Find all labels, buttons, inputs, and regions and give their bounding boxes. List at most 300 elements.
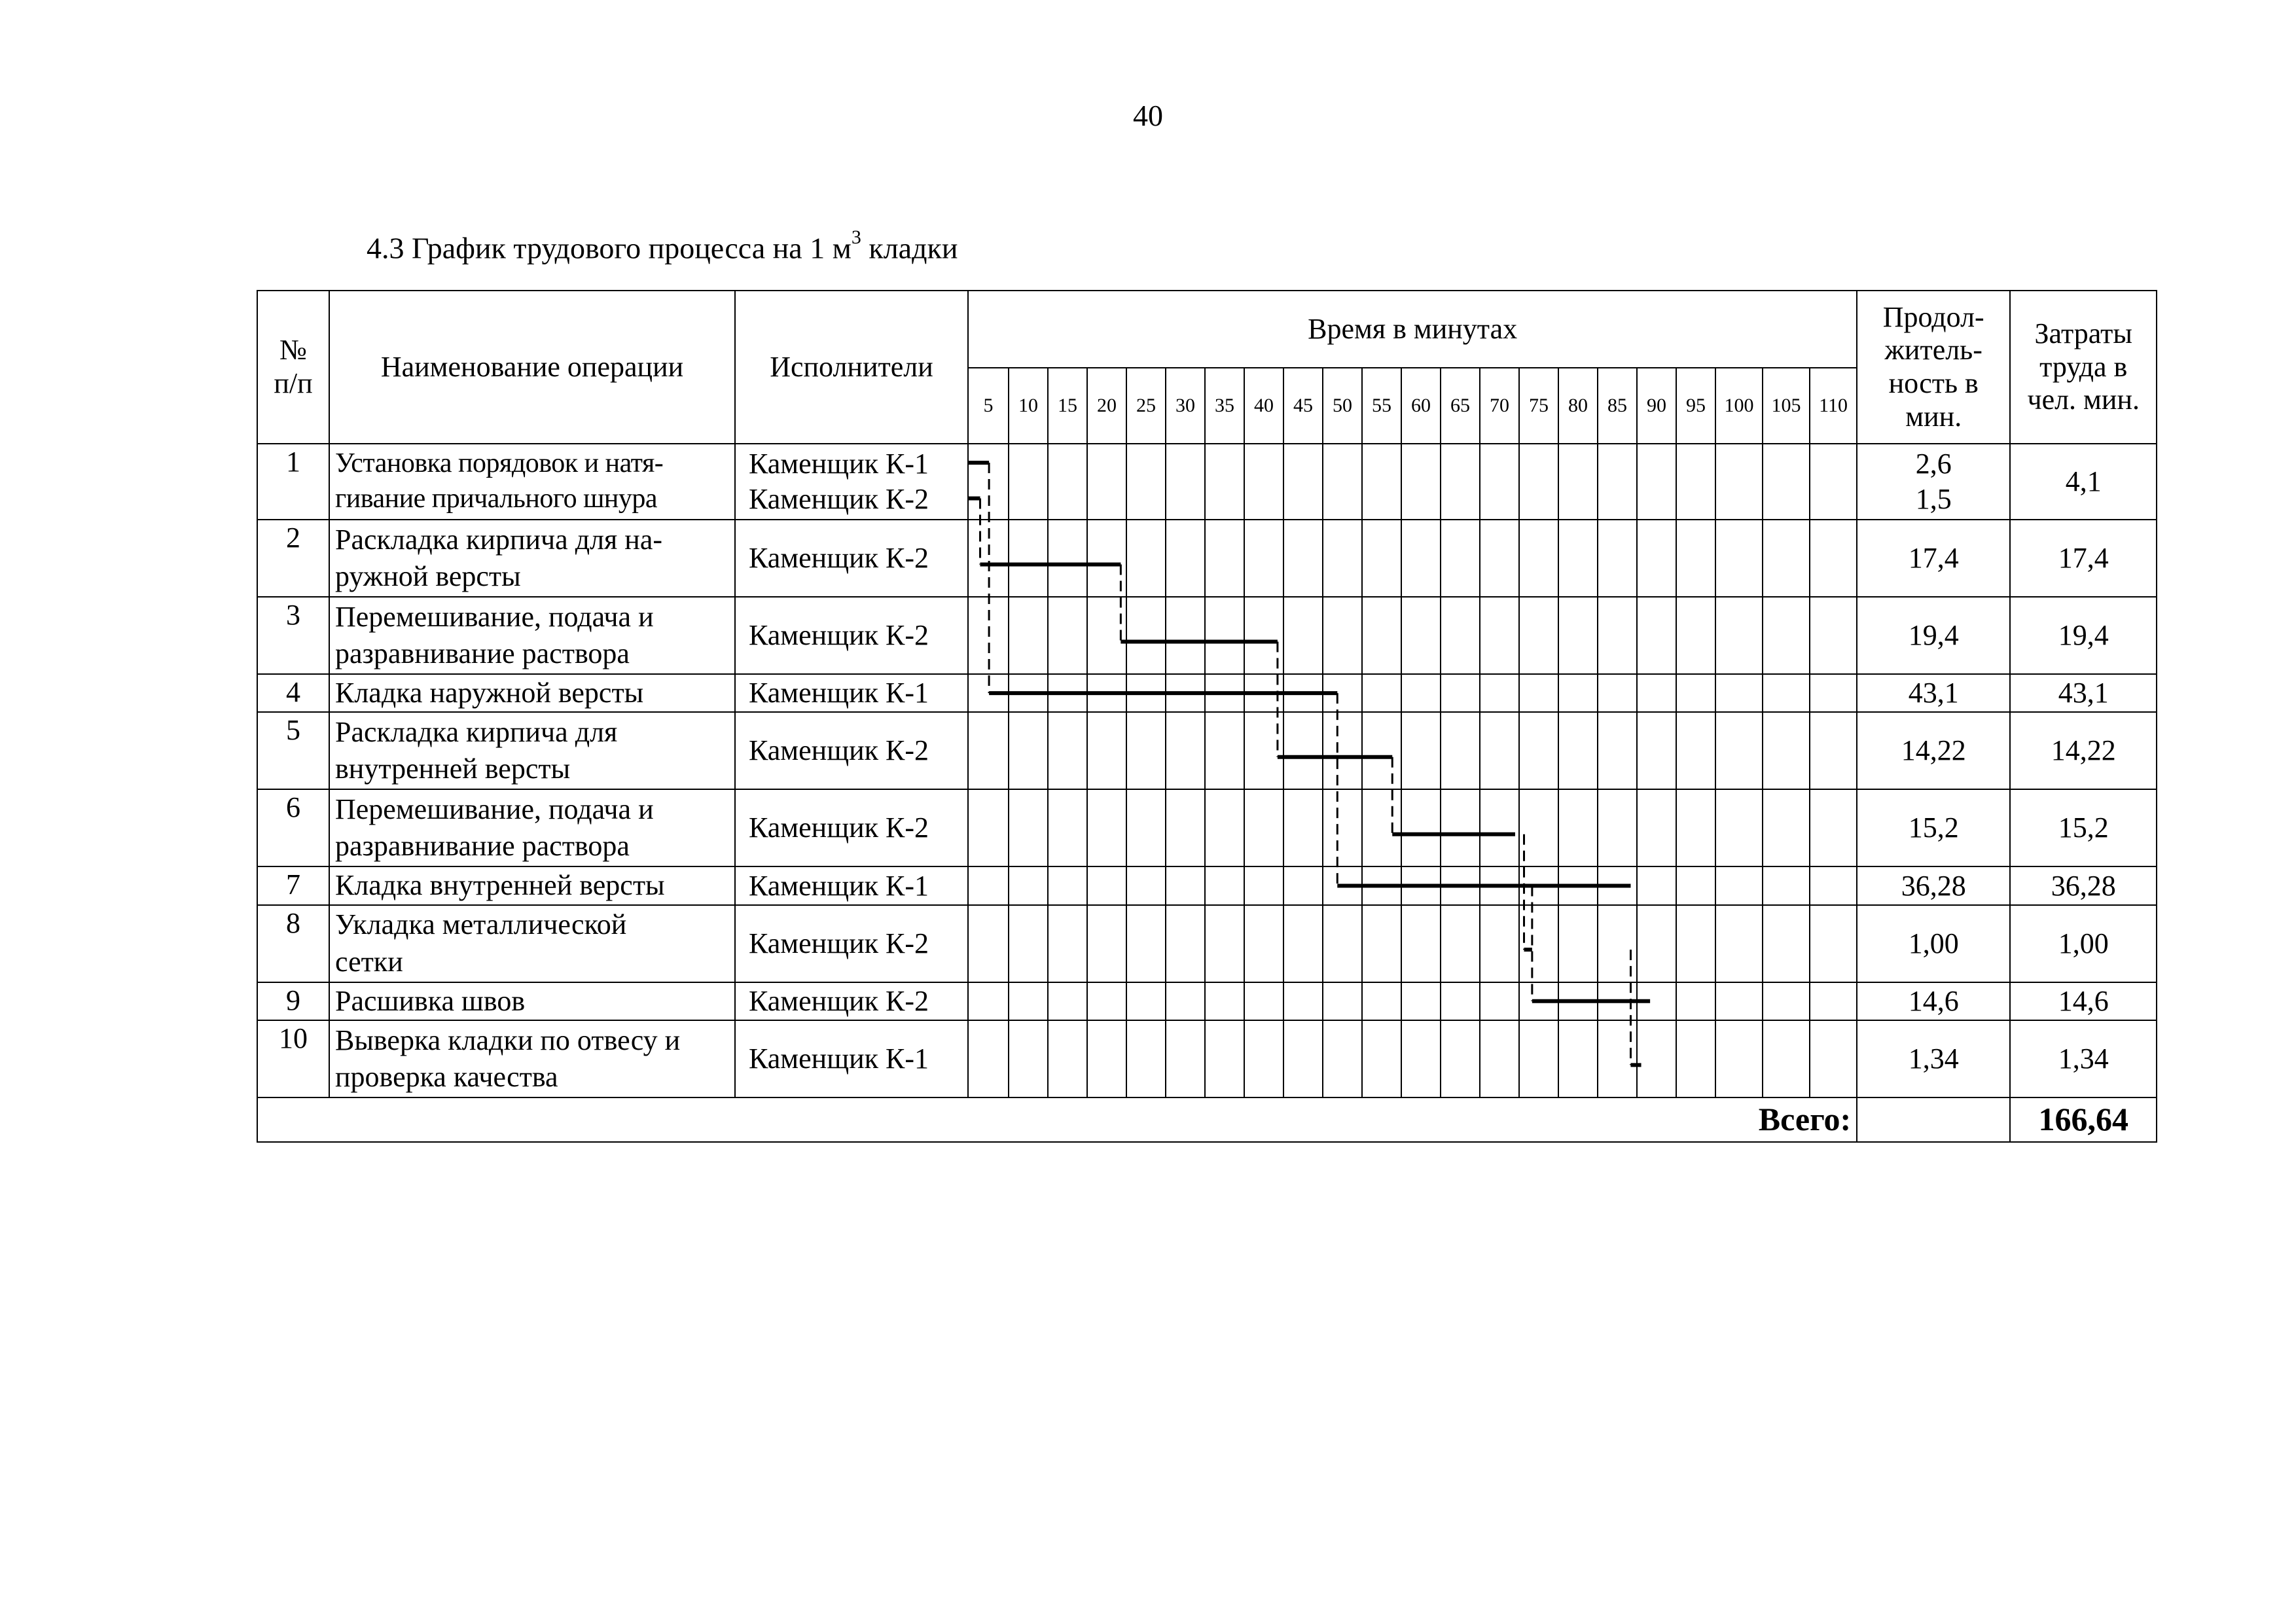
- time-grid-cell: [1558, 520, 1598, 597]
- time-tick-5: 5: [968, 368, 1009, 444]
- time-grid-cell: [1401, 866, 1441, 904]
- duration-value: [1857, 905, 2010, 982]
- time-grid-cell: [1166, 674, 1205, 712]
- time-grid-cell: [1009, 674, 1048, 712]
- row-number: 2: [257, 520, 329, 597]
- time-tick-100: 100: [1715, 368, 1763, 444]
- time-grid-cell: [1519, 866, 1558, 904]
- executor: [735, 712, 968, 789]
- time-grid-cell: [1558, 982, 1598, 1020]
- time-grid-cell: [1126, 1020, 1166, 1097]
- duration-line: 19,4: [1908, 619, 1959, 652]
- time-grid-cell: [968, 712, 1009, 789]
- time-grid-cell: [1676, 674, 1715, 712]
- time-grid-cell: [1244, 789, 1283, 866]
- time-grid-cell: [1401, 520, 1441, 597]
- time-grid-cell: [1323, 520, 1362, 597]
- time-tick-70: 70: [1480, 368, 1519, 444]
- time-grid-cell: [1676, 905, 1715, 982]
- labor-value: 1,34: [2010, 1020, 2157, 1097]
- table-row: [257, 866, 2157, 904]
- duration-value: [1857, 1020, 2010, 1097]
- time-grid-cell: [1441, 520, 1480, 597]
- time-grid-cell: [1441, 982, 1480, 1020]
- time-grid-cell: [1519, 905, 1558, 982]
- time-grid-cell: [1519, 520, 1558, 597]
- time-tick-45: 45: [1283, 368, 1323, 444]
- time-grid-cell: [1715, 674, 1763, 712]
- time-grid-cell: [1205, 444, 1244, 520]
- time-grid-cell: [1283, 982, 1323, 1020]
- time-grid-cell: [1283, 905, 1323, 982]
- time-grid-cell: [1480, 789, 1519, 866]
- header-num: № п/п: [257, 291, 329, 444]
- time-tick-15: 15: [1048, 368, 1087, 444]
- time-grid-cell: [1048, 789, 1087, 866]
- time-grid-cell: [1205, 982, 1244, 1020]
- operation-line: ружной версты: [335, 560, 521, 592]
- labor-process-schedule: [257, 290, 2156, 1141]
- time-grid-cell: [1009, 520, 1048, 597]
- time-grid-cell: [1558, 597, 1598, 674]
- time-grid-cell: [1283, 866, 1323, 904]
- time-grid-cell: [1676, 712, 1715, 789]
- time-grid-cell: [1166, 597, 1205, 674]
- time-grid-cell: [1676, 597, 1715, 674]
- time-grid-cell: [1244, 905, 1283, 982]
- time-grid-cell: [1558, 712, 1598, 789]
- time-tick-110: 110: [1810, 368, 1857, 444]
- time-grid-cell: [1323, 444, 1362, 520]
- time-grid-cell: [1441, 597, 1480, 674]
- row-number: 4: [257, 674, 329, 712]
- time-grid-cell: [1362, 982, 1401, 1020]
- time-grid-cell: [1715, 905, 1763, 982]
- time-grid-cell: [1810, 866, 1857, 904]
- time-grid-cell: [1126, 866, 1166, 904]
- time-tick-40: 40: [1244, 368, 1283, 444]
- duration-value: [1857, 520, 2010, 597]
- time-grid-cell: [1009, 712, 1048, 789]
- header-duration: Продол- житель- ность в мин.: [1857, 291, 2010, 444]
- operation-line: Укладка металлической: [335, 908, 627, 941]
- time-tick-55: 55: [1362, 368, 1401, 444]
- operation-name: [329, 444, 735, 520]
- time-grid-cell: [1362, 520, 1401, 597]
- time-grid-cell: [1637, 866, 1676, 904]
- operation-line: гивание причального шнура: [335, 484, 658, 514]
- time-tick-85: 85: [1598, 368, 1637, 444]
- row-number: 6: [257, 789, 329, 866]
- time-tick-35: 35: [1205, 368, 1244, 444]
- time-grid-cell: [1283, 1020, 1323, 1097]
- time-grid-cell: [1205, 905, 1244, 982]
- executor-name: Каменщик К-1: [749, 448, 929, 480]
- time-grid-cell: [1087, 444, 1126, 520]
- time-grid-cell: [968, 1020, 1009, 1097]
- time-grid-cell: [1715, 789, 1763, 866]
- page-number: 40: [1133, 99, 1163, 132]
- table-row: [257, 520, 2157, 597]
- time-grid-cell: [1323, 1020, 1362, 1097]
- time-grid-cell: [1283, 789, 1323, 866]
- time-grid-cell: [968, 520, 1009, 597]
- time-grid-cell: [1810, 520, 1857, 597]
- executor: [735, 1020, 968, 1097]
- time-grid-cell: [1048, 982, 1087, 1020]
- time-grid-cell: [1323, 789, 1362, 866]
- time-grid-cell: [1480, 1020, 1519, 1097]
- time-grid-cell: [1009, 597, 1048, 674]
- time-grid-cell: [1362, 597, 1401, 674]
- table-row: [257, 982, 2157, 1020]
- time-grid-cell: [1676, 520, 1715, 597]
- operation-line: сетки: [335, 945, 403, 978]
- caption-superscript: 3: [851, 226, 861, 248]
- time-grid-cell: [1087, 905, 1126, 982]
- time-grid-cell: [1763, 789, 1810, 866]
- row-number: 7: [257, 866, 329, 904]
- time-grid-cell: [1480, 866, 1519, 904]
- time-grid-cell: [1244, 712, 1283, 789]
- time-tick-65: 65: [1441, 368, 1480, 444]
- time-grid-cell: [1244, 520, 1283, 597]
- executor-name: Каменщик К-2: [749, 734, 929, 767]
- duration-line: 14,6: [1908, 984, 1959, 1017]
- table-row: [257, 444, 2157, 520]
- time-grid-cell: [1205, 712, 1244, 789]
- time-grid-cell: [1598, 444, 1637, 520]
- time-grid-cell: [1244, 1020, 1283, 1097]
- header-row-1: [257, 291, 2157, 368]
- executor-name: Каменщик К-2: [749, 483, 929, 515]
- executor: [735, 866, 968, 904]
- time-grid-cell: [1637, 905, 1676, 982]
- table-row: [257, 674, 2157, 712]
- time-grid-cell: [1323, 712, 1362, 789]
- labor-value: 4,1: [2010, 444, 2157, 520]
- time-grid-cell: [1480, 712, 1519, 789]
- time-grid-cell: [1810, 982, 1857, 1020]
- time-grid-cell: [1598, 597, 1637, 674]
- time-grid-cell: [1166, 789, 1205, 866]
- time-grid-cell: [1763, 674, 1810, 712]
- time-tick-60: 60: [1401, 368, 1441, 444]
- operation-line: Кладка внутренней версты: [335, 869, 665, 902]
- time-grid-cell: [1480, 982, 1519, 1020]
- header-executors: Исполнители: [735, 291, 968, 444]
- time-grid-cell: [1519, 789, 1558, 866]
- time-grid-cell: [1323, 866, 1362, 904]
- time-grid-cell: [1519, 982, 1558, 1020]
- total-duration-empty: [1857, 1097, 2010, 1142]
- time-grid-cell: [1126, 520, 1166, 597]
- duration-value: [1857, 712, 2010, 789]
- time-grid-cell: [968, 444, 1009, 520]
- time-grid-cell: [1283, 712, 1323, 789]
- time-grid-cell: [1519, 712, 1558, 789]
- time-grid-cell: [1362, 905, 1401, 982]
- time-tick-30: 30: [1166, 368, 1205, 444]
- time-grid-cell: [1401, 982, 1441, 1020]
- duration-line: 15,2: [1908, 812, 1959, 844]
- time-grid-cell: [1715, 1020, 1763, 1097]
- time-grid-cell: [1126, 789, 1166, 866]
- time-grid-cell: [1362, 712, 1401, 789]
- duration-value: [1857, 597, 2010, 674]
- time-grid-cell: [1637, 674, 1676, 712]
- time-grid-cell: [1676, 982, 1715, 1020]
- time-grid-cell: [1126, 444, 1166, 520]
- total-value: 166,64: [2010, 1097, 2157, 1142]
- duration-value: [1857, 866, 2010, 904]
- time-grid-cell: [1048, 520, 1087, 597]
- operation-line: Раскладка кирпича для на-: [335, 523, 663, 556]
- time-grid-cell: [1087, 866, 1126, 904]
- time-grid-cell: [968, 789, 1009, 866]
- time-grid-cell: [1244, 982, 1283, 1020]
- operation-name: [329, 1020, 735, 1097]
- time-grid-cell: [1401, 1020, 1441, 1097]
- time-grid-cell: [1166, 982, 1205, 1020]
- labor-value: 1,00: [2010, 905, 2157, 982]
- time-grid-cell: [1598, 520, 1637, 597]
- table-row: [257, 712, 2157, 789]
- time-grid-cell: [1401, 444, 1441, 520]
- time-grid-cell: [1810, 905, 1857, 982]
- total-row: [257, 1097, 2157, 1142]
- time-grid-cell: [1283, 520, 1323, 597]
- time-grid-cell: [1126, 712, 1166, 789]
- executor: [735, 789, 968, 866]
- time-grid-cell: [1205, 674, 1244, 712]
- time-grid-cell: [1598, 789, 1637, 866]
- labor-value: 17,4: [2010, 520, 2157, 597]
- executor-name: Каменщик К-2: [749, 927, 929, 959]
- labor-value: 43,1: [2010, 674, 2157, 712]
- time-grid-cell: [1362, 866, 1401, 904]
- duration-value: [1857, 789, 2010, 866]
- time-grid-cell: [1763, 905, 1810, 982]
- time-tick-20: 20: [1087, 368, 1126, 444]
- time-grid-cell: [1598, 712, 1637, 789]
- labor-value: 14,22: [2010, 712, 2157, 789]
- time-grid-cell: [968, 597, 1009, 674]
- time-grid-cell: [1441, 712, 1480, 789]
- labor-value: 36,28: [2010, 866, 2157, 904]
- time-grid-cell: [1401, 789, 1441, 866]
- duration-line: 43,1: [1908, 677, 1959, 709]
- time-grid-cell: [1637, 712, 1676, 789]
- time-grid-cell: [1244, 866, 1283, 904]
- caption-text: 4.3 График трудового процесса на 1 м: [367, 231, 852, 265]
- time-grid-cell: [1323, 982, 1362, 1020]
- time-grid-cell: [1362, 789, 1401, 866]
- time-grid-cell: [1126, 905, 1166, 982]
- time-grid-cell: [1598, 982, 1637, 1020]
- duration-value: [1857, 982, 2010, 1020]
- time-grid-cell: [1244, 674, 1283, 712]
- operation-line: Расшивка швов: [335, 984, 526, 1017]
- time-grid-cell: [1715, 866, 1763, 904]
- time-tick-90: 90: [1637, 368, 1676, 444]
- time-grid-cell: [1637, 520, 1676, 597]
- time-grid-cell: [1598, 1020, 1637, 1097]
- time-grid-cell: [1598, 905, 1637, 982]
- time-grid-cell: [1810, 597, 1857, 674]
- labor-value: 15,2: [2010, 789, 2157, 866]
- time-grid-cell: [1715, 982, 1763, 1020]
- header-operation: Наименование операции: [329, 291, 735, 444]
- time-grid-cell: [1166, 712, 1205, 789]
- labor-value: 14,6: [2010, 982, 2157, 1020]
- time-grid-cell: [1401, 597, 1441, 674]
- duration-value: [1857, 444, 2010, 520]
- time-grid-cell: [1441, 789, 1480, 866]
- time-grid-cell: [1244, 444, 1283, 520]
- time-grid-cell: [1048, 444, 1087, 520]
- time-grid-cell: [1087, 674, 1126, 712]
- row-number: 9: [257, 982, 329, 1020]
- time-grid-cell: [1519, 597, 1558, 674]
- time-grid-cell: [1558, 866, 1598, 904]
- time-grid-cell: [1166, 444, 1205, 520]
- time-grid-cell: [968, 905, 1009, 982]
- time-grid-cell: [1087, 982, 1126, 1020]
- total-label: Всего:: [257, 1097, 1857, 1142]
- time-grid-cell: [1009, 444, 1048, 520]
- time-grid-cell: [1205, 1020, 1244, 1097]
- executor: [735, 982, 968, 1020]
- executor: [735, 444, 968, 520]
- time-grid-cell: [1087, 520, 1126, 597]
- caption-tail: кладки: [861, 231, 958, 265]
- time-grid-cell: [1558, 789, 1598, 866]
- time-grid-cell: [1205, 597, 1244, 674]
- time-tick-95: 95: [1676, 368, 1715, 444]
- time-grid-cell: [1480, 905, 1519, 982]
- time-grid-cell: [1048, 1020, 1087, 1097]
- operation-name: [329, 597, 735, 674]
- time-grid-cell: [1323, 674, 1362, 712]
- time-grid-cell: [1480, 444, 1519, 520]
- duration-line: 1,00: [1908, 927, 1959, 959]
- time-grid-cell: [1676, 444, 1715, 520]
- time-grid-cell: [1362, 674, 1401, 712]
- table-row: [257, 597, 2157, 674]
- time-grid-cell: [1048, 905, 1087, 982]
- row-number: 3: [257, 597, 329, 674]
- row-number: 10: [257, 1020, 329, 1097]
- time-grid-cell: [1441, 674, 1480, 712]
- time-grid-cell: [1009, 905, 1048, 982]
- operation-line: Перемешивание, подача и: [335, 793, 654, 825]
- executor-name: Каменщик К-2: [749, 542, 929, 575]
- time-grid-cell: [1126, 674, 1166, 712]
- time-grid-cell: [1715, 597, 1763, 674]
- time-grid-cell: [968, 866, 1009, 904]
- time-grid-cell: [1166, 520, 1205, 597]
- duration-line: 2,6: [1915, 448, 1952, 480]
- time-grid-cell: [1558, 905, 1598, 982]
- row-number: 5: [257, 712, 329, 789]
- time-grid-cell: [1048, 712, 1087, 789]
- time-grid-cell: [1558, 1020, 1598, 1097]
- duration-value: [1857, 674, 2010, 712]
- time-grid-cell: [1087, 597, 1126, 674]
- executor: [735, 597, 968, 674]
- time-grid-cell: [1009, 866, 1048, 904]
- executor-name: Каменщик К-1: [749, 1043, 929, 1075]
- header-time: Время в минутах: [968, 291, 1857, 368]
- table-caption: [367, 226, 958, 265]
- time-grid-cell: [1244, 597, 1283, 674]
- time-grid-cell: [1480, 597, 1519, 674]
- operation-name: [329, 905, 735, 982]
- labor-value: 19,4: [2010, 597, 2157, 674]
- time-grid-cell: [1676, 789, 1715, 866]
- time-grid-cell: [1715, 520, 1763, 597]
- time-tick-25: 25: [1126, 368, 1166, 444]
- time-grid-cell: [1519, 674, 1558, 712]
- time-grid-cell: [1763, 982, 1810, 1020]
- time-grid-cell: [1441, 1020, 1480, 1097]
- header-labor: Затраты труда в чел. мин.: [2010, 291, 2157, 444]
- executor-name: Каменщик К-2: [749, 619, 929, 652]
- time-grid-cell: [1087, 789, 1126, 866]
- time-grid-cell: [1480, 520, 1519, 597]
- time-grid-cell: [1205, 866, 1244, 904]
- time-grid-cell: [1009, 982, 1048, 1020]
- time-grid-cell: [1323, 905, 1362, 982]
- time-grid-cell: [1283, 597, 1323, 674]
- operation-name: [329, 674, 735, 712]
- time-grid-cell: [1810, 674, 1857, 712]
- time-grid-cell: [1205, 789, 1244, 866]
- time-grid-cell: [1009, 1020, 1048, 1097]
- time-grid-cell: [1441, 905, 1480, 982]
- time-grid-cell: [1009, 789, 1048, 866]
- table-row: [257, 905, 2157, 982]
- operation-line: Установка порядовок и натя-: [335, 448, 664, 479]
- operation-line: Выверка кладки по отвесу и: [335, 1024, 681, 1056]
- operation-line: разравнивание раствора: [335, 637, 630, 669]
- time-tick-75: 75: [1519, 368, 1558, 444]
- time-grid-cell: [1676, 866, 1715, 904]
- time-grid-cell: [1763, 866, 1810, 904]
- operation-name: [329, 982, 735, 1020]
- operation-line: внутренней версты: [335, 753, 571, 785]
- time-grid-cell: [1362, 444, 1401, 520]
- time-tick-80: 80: [1558, 368, 1598, 444]
- executor: [735, 520, 968, 597]
- time-grid-cell: [1810, 444, 1857, 520]
- executor: [735, 674, 968, 712]
- time-tick-105: 105: [1763, 368, 1810, 444]
- time-grid-cell: [1205, 520, 1244, 597]
- executor-name: Каменщик К-1: [749, 677, 929, 709]
- time-grid-cell: [1637, 982, 1676, 1020]
- duration-line: 1,34: [1908, 1043, 1959, 1075]
- time-grid-cell: [1810, 712, 1857, 789]
- time-grid-cell: [1283, 444, 1323, 520]
- operation-name: [329, 712, 735, 789]
- time-grid-cell: [1810, 1020, 1857, 1097]
- time-grid-cell: [968, 982, 1009, 1020]
- row-number: 8: [257, 905, 329, 982]
- time-grid-cell: [1166, 866, 1205, 904]
- time-grid-cell: [1763, 1020, 1810, 1097]
